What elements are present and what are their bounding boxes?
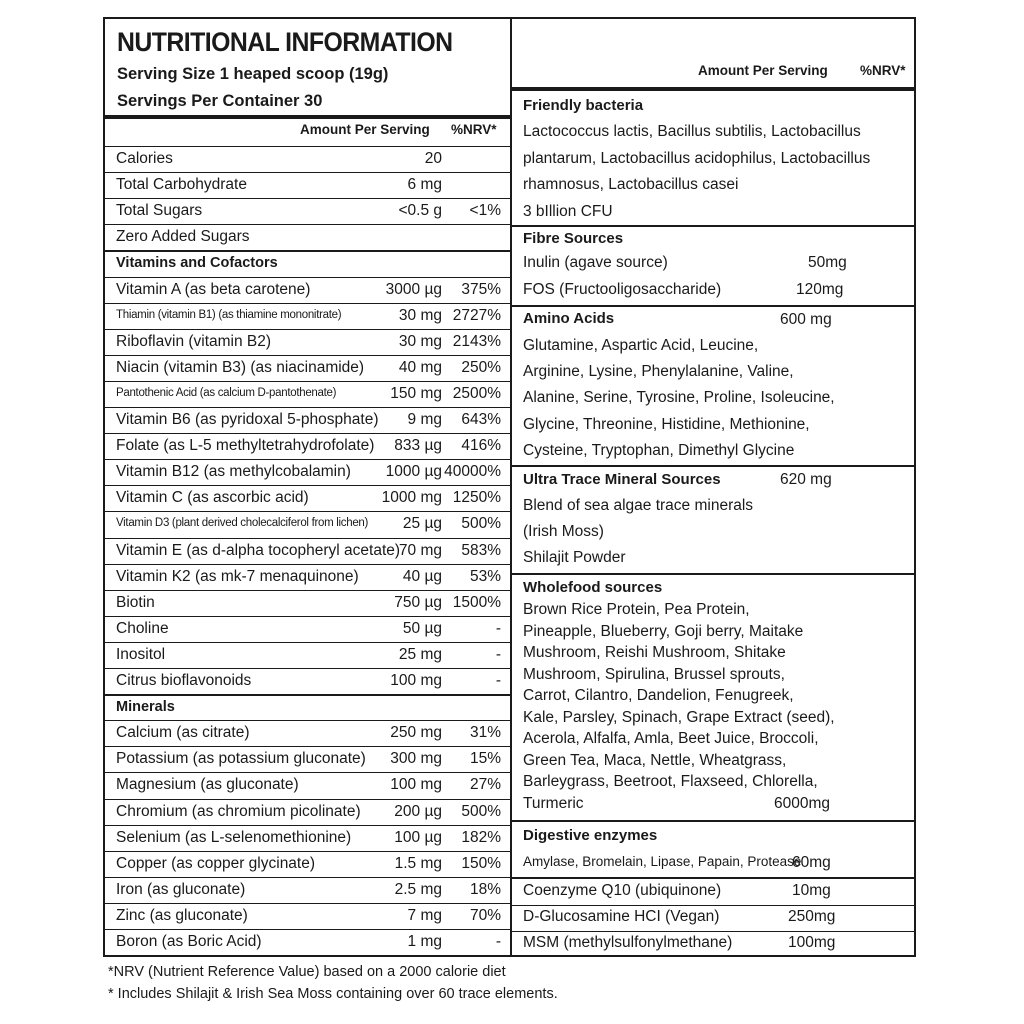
row-amount: 100 µg <box>394 828 442 846</box>
row-nrv: 18% <box>469 880 501 898</box>
row-nrv: - <box>495 619 501 637</box>
table-row <box>105 329 510 355</box>
serving-size: Serving Size 1 heaped scoop (19g) <box>117 65 389 83</box>
section-line: MSM (methylsulfonylmethane) <box>523 934 733 951</box>
section-line: Acerola, Alfalfa, Amla, Beet Juice, Broccoli, <box>523 730 819 747</box>
row-label: Boron (as Boric Acid) <box>116 933 262 950</box>
section-line: Turmeric <box>523 794 584 812</box>
row-label: Vitamin D3 (plant derived cholecalciferol from lichen) <box>116 517 369 530</box>
row-amount: 25 µg <box>402 515 442 533</box>
row-label: Vitamin B6 (as pyridoxal 5-phosphate) <box>116 411 379 428</box>
section-line: Pineapple, Blueberry, Goji berry, Maitake <box>523 622 804 640</box>
row-amount: 2.5 mg <box>394 880 442 898</box>
row-nrv: 70% <box>469 906 501 924</box>
section-line: Alanine, Serine, Tyrosine, Proline, Isoleucine, <box>523 389 835 407</box>
footnote-trace-elements: * Includes Shilajit & Irish Sea Moss containing over 60 trace elements. <box>108 986 558 1002</box>
section-line: Brown Rice Protein, Pea Protein, <box>523 601 750 618</box>
ingredient-section <box>512 87 914 225</box>
table-row <box>105 146 510 172</box>
section-amount: 6000mg <box>774 795 831 812</box>
section-line: Carrot, Cilantro, Dandelion, Fenugreek, <box>523 687 794 704</box>
ingredient-section <box>512 931 914 957</box>
table-row <box>105 485 510 511</box>
row-label: Citrus bioflavonoids <box>116 672 252 689</box>
row-label: Minerals <box>116 699 175 716</box>
row-nrv: 2143% <box>452 332 501 350</box>
section-amount: 600 mg <box>780 311 832 328</box>
section-line: 3 bIllion CFU <box>523 202 613 220</box>
section-line: Cysteine, Tryptophan, Dimethyl Glycine <box>523 441 795 459</box>
row-amount: 70 mg <box>398 541 442 559</box>
section-line: Arginine, Lysine, Phenylalanine, Valine, <box>523 363 794 381</box>
ingredient-section <box>512 820 914 877</box>
ingredient-section <box>512 573 914 820</box>
footnote-nrv: *NRV (Nutrient Reference Value) based on a 2000 calorie diet <box>108 964 506 980</box>
section-amount: 100mg <box>788 934 836 951</box>
row-label: Chromium (as chromium picolinate) <box>116 802 361 820</box>
section-line: Blend of sea algae trace minerals <box>523 497 754 514</box>
section-amount: 60mg <box>792 854 831 871</box>
section-line: Glycine, Threonine, Histidine, Methionine, <box>523 415 810 433</box>
section-heading: Digestive enzymes <box>523 827 658 844</box>
row-amount: 100 mg <box>390 776 442 794</box>
table-row <box>105 877 510 903</box>
row-amount: 30 mg <box>398 306 442 324</box>
line-amount: 120mg <box>796 281 844 298</box>
row-label: Zinc (as gluconate) <box>116 906 248 924</box>
row-label: Choline <box>116 619 169 637</box>
row-nrv: 250% <box>461 358 501 376</box>
section-line: FOS (Fructooligosaccharide) <box>523 281 722 298</box>
row-label: Total Sugars <box>116 202 203 220</box>
row-amount: 40 µg <box>402 567 442 585</box>
row-amount: 50 µg <box>402 619 442 637</box>
row-nrv: 182% <box>461 828 501 846</box>
section-heading: Fibre Sources <box>523 230 624 247</box>
right-header-nrv: %NRV* <box>860 63 906 78</box>
row-amount: 1000 mg <box>381 489 442 507</box>
row-nrv: 500% <box>461 802 501 820</box>
table-row <box>105 355 510 381</box>
row-label: Thiamin (vitamin B1) (as thiamine mononitrate) <box>116 308 342 321</box>
row-label: Vitamin E (as d-alpha tocopheryl acetate) <box>116 541 401 559</box>
section-line: Glutamine, Aspartic Acid, Leucine, <box>523 337 759 354</box>
ingredient-section <box>512 465 914 573</box>
row-nrv: 416% <box>461 437 501 455</box>
table-row <box>105 903 510 929</box>
row-amount: 1 mg <box>407 933 442 950</box>
row-nrv: 583% <box>461 541 501 559</box>
section-amount: 10mg <box>792 882 831 899</box>
section-line: Amylase, Bromelain, Lipase, Papain, Protease <box>523 854 802 869</box>
row-label: Folate (as L-5 methyltetrahydrofolate) <box>116 437 375 455</box>
row-amount: 100 mg <box>390 672 442 689</box>
table-row <box>105 277 510 303</box>
row-nrv: 40000% <box>444 463 501 481</box>
table-row <box>105 538 510 564</box>
section-heading: Wholefood sources <box>523 579 663 596</box>
row-amount: 30 mg <box>398 332 442 350</box>
table-row <box>105 564 510 590</box>
section-line: Inulin (agave source) <box>523 254 668 271</box>
row-amount: 1.5 mg <box>394 854 442 872</box>
row-label: Selenium (as L-selenomethionine) <box>116 828 352 846</box>
panel-title: NUTRITIONAL INFORMATION <box>117 27 453 57</box>
table-row <box>105 746 510 772</box>
section-heading: Amino Acids <box>523 310 615 327</box>
row-label: Copper (as copper glycinate) <box>116 854 316 872</box>
row-nrv: 27% <box>469 776 501 794</box>
row-nrv: - <box>495 645 501 663</box>
row-amount: 6 mg <box>407 176 442 194</box>
table-row <box>105 250 510 276</box>
row-amount: 20 <box>424 150 442 167</box>
section-line: (Irish Moss) <box>523 523 604 540</box>
section-line: Barleygrass, Beetroot, Flaxseed, Chlorella, <box>523 773 818 790</box>
row-label: Vitamin K2 (as mk-7 menaquinone) <box>116 567 359 585</box>
row-nrv: 2727% <box>452 306 501 324</box>
table-row <box>105 381 510 407</box>
row-label: Inositol <box>116 645 166 663</box>
row-label: Magnesium (as gluconate) <box>116 776 299 794</box>
row-label: Zero Added Sugars <box>116 228 250 246</box>
section-line: Mushroom, Reishi Mushroom, Shitake <box>523 644 786 661</box>
row-amount: <0.5 g <box>398 202 442 220</box>
row-label: Vitamins and Cofactors <box>116 255 278 272</box>
row-amount: 7 mg <box>407 906 442 924</box>
table-row <box>105 172 510 198</box>
thick-divider <box>105 115 510 119</box>
row-amount: 200 µg <box>394 802 442 820</box>
table-row <box>105 616 510 642</box>
table-row <box>105 407 510 433</box>
section-amount: 250mg <box>788 908 836 925</box>
right-header-amount: Amount Per Serving <box>698 63 828 78</box>
row-amount: 150 mg <box>390 384 442 402</box>
table-row <box>105 459 510 485</box>
section-line: Kale, Parsley, Spinach, Grape Extract (seed), <box>523 708 835 726</box>
row-amount: 250 mg <box>390 724 442 742</box>
ingredient-section <box>512 225 914 305</box>
row-label: Calcium (as citrate) <box>116 724 250 742</box>
row-amount: 300 mg <box>390 750 442 768</box>
ingredient-section <box>512 305 914 465</box>
section-line: Shilajit Powder <box>523 549 626 566</box>
row-label: Pantothenic Acid (as calcium D-pantothenate) <box>116 386 337 399</box>
row-label: Iron (as gluconate) <box>116 880 246 898</box>
table-row <box>105 668 510 694</box>
row-amount: 25 mg <box>398 645 442 663</box>
row-nrv: 31% <box>469 724 501 742</box>
table-row <box>105 303 510 329</box>
row-label: Niacin (vitamin B3) (as niacinamide) <box>116 358 365 376</box>
row-nrv: 15% <box>469 750 501 768</box>
left-header-nrv: %NRV* <box>451 122 497 137</box>
ingredient-section <box>512 905 914 931</box>
table-row <box>105 642 510 668</box>
row-amount: 833 µg <box>394 437 442 455</box>
right-column <box>512 19 914 955</box>
left-header-amount: Amount Per Serving <box>300 122 430 137</box>
table-row <box>105 224 510 250</box>
table-row <box>105 929 510 955</box>
table-row <box>105 694 510 720</box>
table-row <box>105 851 510 877</box>
section-line: D-Glucosamine HCI (Vegan) <box>523 908 720 925</box>
section-line: Green Tea, Maca, Nettle, Wheatgrass, <box>523 751 787 769</box>
row-nrv: 1500% <box>452 593 501 611</box>
row-nrv: - <box>495 672 501 689</box>
row-nrv: - <box>495 933 501 950</box>
section-line: plantarum, Lactobacillus acidophilus, Lactobacillus <box>523 149 871 167</box>
row-nrv: 500% <box>461 515 501 533</box>
section-line: Mushroom, Spirulina, Brussel sprouts, <box>523 665 785 683</box>
row-nrv: 375% <box>461 280 501 298</box>
left-column <box>105 19 512 955</box>
section-line: rhamnosus, Lactobacillus casei <box>523 176 739 193</box>
row-amount: 9 mg <box>407 411 442 428</box>
table-row <box>105 433 510 459</box>
table-row <box>105 590 510 616</box>
row-nrv: 1250% <box>452 489 501 507</box>
row-nrv: 53% <box>469 567 501 585</box>
nutrition-panel <box>103 17 916 957</box>
row-label: Biotin <box>116 593 155 611</box>
row-nrv: 643% <box>461 411 501 428</box>
row-label: Vitamin C (as ascorbic acid) <box>116 489 309 507</box>
row-label: Vitamin B12 (as methylcobalamin) <box>116 463 351 481</box>
section-heading: Friendly bacteria <box>523 97 644 114</box>
table-row <box>105 772 510 798</box>
row-amount: 40 mg <box>398 358 442 376</box>
table-row <box>105 799 510 825</box>
section-amount: 620 mg <box>780 471 832 488</box>
row-label: Vitamin A (as beta carotene) <box>116 280 311 298</box>
row-nrv: 2500% <box>452 384 501 402</box>
row-label: Potassium (as potassium gluconate) <box>116 750 366 768</box>
ingredient-section <box>512 877 914 905</box>
row-nrv: 150% <box>461 854 501 872</box>
section-line: Lactococcus lactis, Bacillus subtilis, Lactobacillus <box>523 123 861 140</box>
table-row <box>105 720 510 746</box>
row-label: Riboflavin (vitamin B2) <box>116 332 272 350</box>
row-amount: 750 µg <box>394 593 442 611</box>
table-row <box>105 825 510 851</box>
row-amount: 1000 µg <box>385 463 442 481</box>
row-amount: 3000 µg <box>385 280 442 298</box>
table-row <box>105 511 510 537</box>
line-amount: 50mg <box>808 254 847 271</box>
row-label: Total Carbohydrate <box>116 176 247 194</box>
section-heading: Ultra Trace Mineral Sources <box>523 471 721 488</box>
section-line: Coenzyme Q10 (ubiquinone) <box>523 882 722 899</box>
table-row <box>105 198 510 224</box>
servings-per-container: Servings Per Container 30 <box>117 92 323 110</box>
row-label: Calories <box>116 150 173 167</box>
row-nrv: <1% <box>469 202 501 220</box>
